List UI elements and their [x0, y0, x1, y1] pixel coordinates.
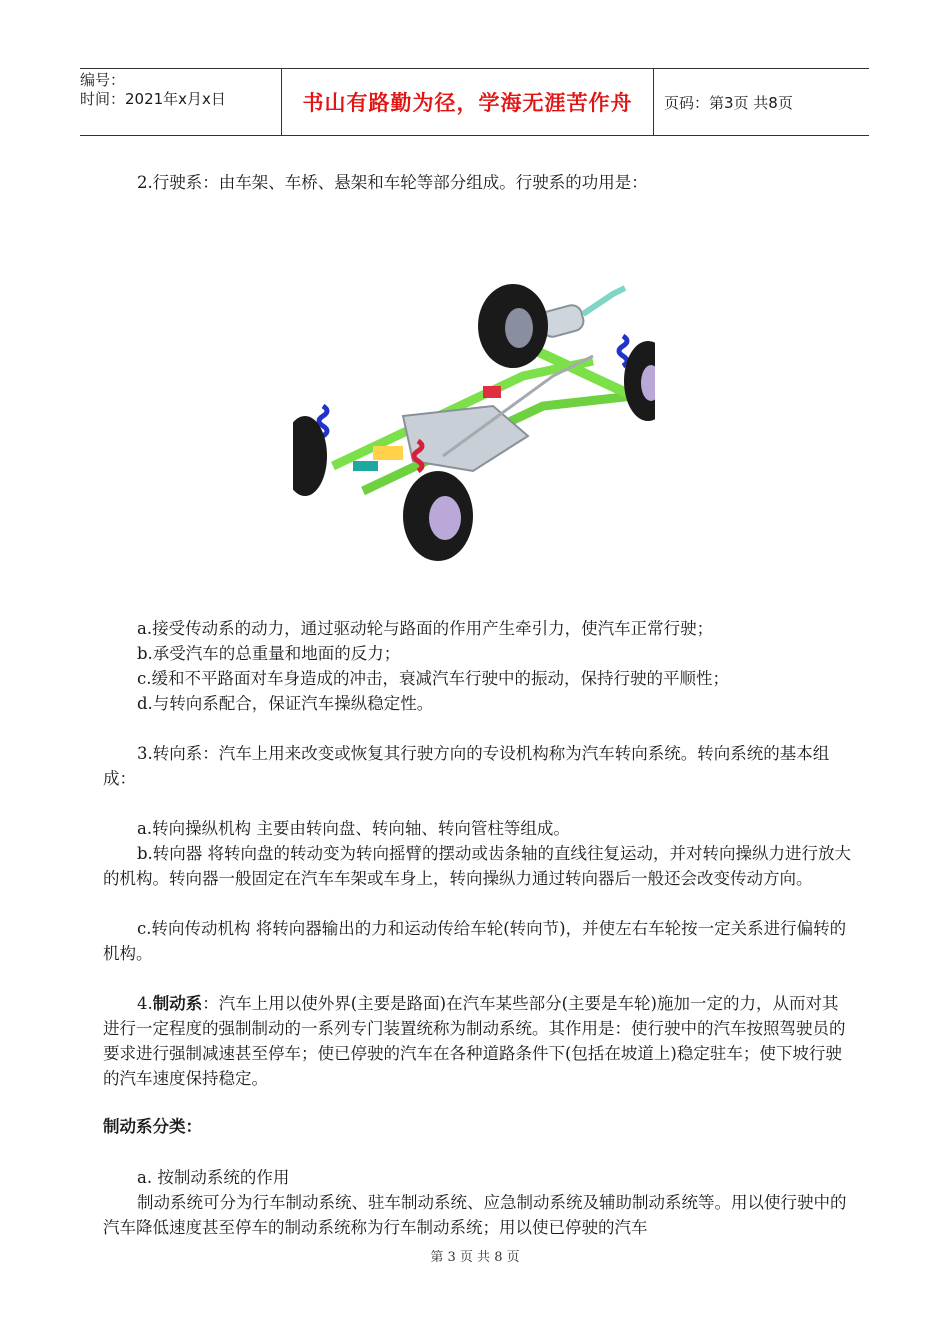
brake-classification-heading: 制动系分类： — [103, 1117, 202, 1136]
running-item-c: c.缓和不平路面对车身造成的冲击，衰减汽车行驶中的振动，保持行驶的平顺性； — [137, 669, 729, 688]
chassis-image — [293, 266, 655, 566]
steering-item-c: c.转向传动机构 将转向器输出的力和运动传给车轮(转向节)，并使左右车轮按一定关系进行偏转的机构。 — [103, 919, 847, 963]
paragraph-steering-system: 3.转向系：汽车上用来改变或恢复其行驶方向的专设机构称为汽车转向系统。转向系统的基本组成： — [103, 744, 830, 788]
doc-time-label: 时间：2021年x月x日 — [80, 90, 226, 108]
chassis-illustration — [293, 266, 655, 566]
header-meta — [80, 69, 282, 135]
brake-label: 制动系 — [152, 994, 203, 1013]
running-item-d: d.与转向系配合，保证汽车操纵稳定性。 — [137, 694, 434, 713]
paragraph-running-system: 2.行驶系：由车架、车桥、悬架和车轮等部分组成。行驶系的功用是： — [137, 173, 648, 192]
wheel-front-right — [403, 471, 473, 561]
brake-text: ：汽车上用以使外界(主要是路面)在汽车某些部分(主要是车轮)施加一定的力，从而对其进行一定程度的强制制动的一系列专门装置统称为制动系统。其作用是：使行驶中的汽车按照驾驶员的要求进行强制减速甚至停车；使已停驶的汽车在各种道路条件下(包括在坡道上)稳定驻车；使下坡行驶的汽车速度保持稳定。 — [103, 994, 846, 1088]
running-item-b: b.承受汽车的总重量和地面的反力； — [137, 644, 401, 663]
brake-item-a-text: 制动系统可分为行车制动系统、驻车制动系统、应急制动系统及辅助制动系统等。用以使行驶中的汽车降低速度甚至停车的制动系统称为行车制动系统；用以使已停驶的汽车 — [103, 1193, 847, 1237]
steering-item-b: b.转向器 将转向盘的转动变为转向摇臂的摆动或齿条轴的直线往复运动，并对转向操纵力进行放大的机构。转向器一般固定在汽车车架或车身上，转向操纵力通过转向器后一般还会改变传动方向。 — [103, 844, 852, 888]
brake-number: 4. — [137, 994, 153, 1013]
running-item-a: a.接受传动系的动力，通过驱动轮与路面的作用产生牵引力，使汽车正常行驶； — [137, 619, 714, 638]
page-header — [80, 68, 869, 136]
header-motto: 书山有路勤为径，学海无涯苦作舟 — [282, 69, 654, 135]
page-footer: 第 3 页 共 8 页 — [430, 1250, 520, 1265]
paragraph-brake-system — [103, 991, 853, 1091]
steering-item-a: a.转向操纵机构 主要由转向盘、转向轴、转向管柱等组成。 — [137, 819, 570, 838]
header-page-info: 页码：第3页 共8页 — [664, 93, 793, 112]
wheel-rear-left — [478, 284, 548, 368]
brake-item-a: a. 按制动系统的作用 — [137, 1168, 290, 1187]
doc-number-label: 编号： — [80, 71, 126, 89]
